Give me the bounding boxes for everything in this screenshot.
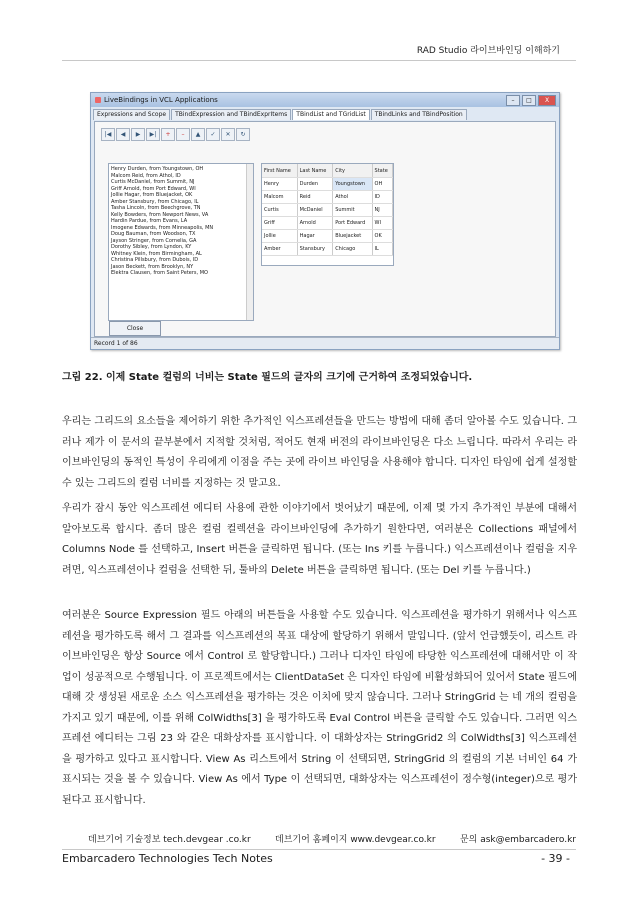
tab-panel — [94, 121, 556, 337]
list-item[interactable]: Imogene Edwards, from Minneapolis, MN — [111, 224, 214, 231]
paragraph: 우리가 잠시 동안 익스프레션 에디터 사용에 관한 이야기에서 벗어났기 때문에, 이제 몇 가지 추가적인 부분에 대해서 알아보도록 합시다. 좀더 많은 컬럼 컬렉션을 라이브바인딩에 추가하기 원한다면, 여러분은 Collections 패널에서 Columns Node 를 선택하고, Insert 버튼을 클릭하면 됩니다. (또는 Ins 키를 누릅니다.) 익스프레션이나 컬럼을 지우려면, 익스프레션이나 컬럼을 선택한 뒤, 툴바의 Delete 버튼을 클릭하면 됩니다. (또는 Del 키를 누릅니다.) — [62, 503, 577, 576]
tab-bind-expression[interactable]: TBindExpression and TBindExprItems — [171, 109, 291, 120]
last-record-icon[interactable]: ▶| — [146, 128, 160, 141]
list-item[interactable]: Curtis McDaniel, from Summit, NJ — [111, 179, 195, 185]
embedded-screenshot — [90, 92, 560, 350]
grid-cell[interactable]: Chicago — [333, 243, 372, 256]
footer-contact-link[interactable]: 문의 ask@embarcadero.kr — [459, 835, 576, 845]
grid-cell[interactable]: WI — [372, 217, 392, 230]
tab-expressions-scope[interactable]: Expressions and Scope — [93, 109, 170, 120]
grid-cell[interactable]: OH — [372, 178, 392, 191]
grid-cell[interactable]: Athol — [333, 191, 372, 204]
minimize-icon[interactable]: – — [506, 95, 520, 106]
paragraph: 우리는 그리드의 요소들을 제어하기 위한 추가적인 익스프레션들을 만드는 방법에 대해 좀더 알아볼 수도 있습니다. 그러나 제가 이 문서의 끝부분에서 지적할 것처럼, 적어도 현재 버전의 라이브바인딩은 다소 느립니다. 따라서 우리는 라이브바인딩의 동적인 특성이 우리에게 이점을 주는 곳에 라이브 바인딩을 사용해야 합니다. 디자인 타임에 쉽게 설정할 수 있는 그리드의 컬럼 너비를 지정하는 것 말고요. — [62, 416, 577, 489]
page-number: - 39 - — [541, 852, 570, 865]
window-titlebar — [91, 93, 559, 107]
list-item[interactable]: Jollie Hagar, from Bluejacket, OK — [111, 192, 193, 198]
grid-cell[interactable]: OK — [372, 230, 392, 243]
figure-caption: 그림 22. 이제 State 컬럼의 너비는 State 필드의 글자의 크기에 근거하여 조정되었습니다. — [62, 372, 473, 383]
list-item[interactable]: Dorothy Sibley, from Lyndon, KY — [111, 244, 192, 250]
table-row[interactable] — [262, 204, 393, 217]
list-item[interactable]: Henry Durden, from Youngstown, OH — [111, 166, 204, 172]
list-item[interactable]: Malcom Reid, from Athol, ID — [111, 172, 181, 179]
next-record-icon[interactable]: ▶ — [131, 128, 145, 141]
grid-cell[interactable]: McDaniel — [297, 204, 333, 217]
status-bar: Record 1 of 86 — [91, 337, 559, 349]
tab-bind-links[interactable]: TBindLinks and TBindPosition — [371, 109, 467, 120]
list-item[interactable]: Jason Beckett, from Brooklyn, NY — [111, 263, 194, 270]
footer-links — [62, 832, 576, 845]
grid-header-cell: Last Name — [297, 164, 333, 178]
footer-home-link[interactable]: 데브기어 홈페이지 www.devgear.co.kr — [275, 835, 436, 845]
grid-cell[interactable]: Curtis — [262, 204, 297, 217]
names-listbox[interactable] — [108, 163, 254, 321]
tab-strip — [91, 107, 559, 120]
grid-header-cell: State — [372, 164, 392, 178]
insert-record-icon[interactable]: + — [161, 128, 175, 141]
list-item[interactable]: Hardin Pardue, from Evans, LA — [111, 218, 188, 224]
grid-cell[interactable]: Hagar — [297, 230, 333, 243]
close-button[interactable]: Close — [109, 321, 161, 336]
list-item[interactable]: Jayson Stringer, from Cornelia, GA — [111, 237, 197, 244]
paragraph: 여러분은 Source Expression 필드 아래의 버튼들을 사용할 수도 있습니다. 익스프레션을 평가하기 위해서나 익스프레션을 평가하도록 해서 그 결과를 익스프레션의 목표 대상에 할당하기 위해서 말입니다. (앞서 언급했듯이, 리스트 라이브바인딩은 항상 Source 에서 Control 로 할당합니다.) 그러나 디자인 타임에 타당한 익스프레션에 대해서만 이 작업이 성공적으로 수행됩니다. 이 프로젝트에서는 ClientDataSet 은 디자인 타임에 비활성화되어 있어서 State 필드에 대해 갓 생성된 새로운 소스 익스프레션을 평가하는 것은 이치에 맞지 않습니다. 그러나 StringGrid 는 네 개의 컬럼을 가지고 있기 때문에, 이를 위해 ColWidths[3] 을 평가하도록 Eval Control 버튼을 클릭할 수도 있습니다. 그러면 익스프레션 에디터는 그림 23 와 같은 대화상자를 표시합니다. 이 대화상자는 StringGrid2 의 ColWidths[3] 익스프레션을 평가하고 있다고 표시합니다. View As 리스트에서 String 이 선택되면, StringGrid 의 컬럼의 기본 너비인 64 가 표시되는 것을 볼 수 있습니다. View As 에서 Type 이 선택되면, 대화상자는 익스프레션이 정수형(integer)으로 평가된다고 표시합니다. — [62, 610, 577, 806]
grid-cell[interactable]: Port Edward — [333, 217, 372, 230]
grid-header-cell: First Name — [262, 164, 297, 178]
grid-cell[interactable]: ID — [372, 191, 392, 204]
grid-cell[interactable]: NJ — [372, 204, 392, 217]
grid-cell[interactable]: Durden — [297, 178, 333, 191]
grid-cell[interactable]: Henry — [262, 178, 297, 191]
list-item[interactable]: Whitney Klein, from Birmingham, AL — [111, 250, 202, 257]
list-item[interactable]: Amber Stansbury, from Chicago, IL — [111, 198, 199, 205]
app-icon — [95, 97, 101, 103]
grid-header-cell: City — [333, 164, 372, 178]
grid-cell[interactable]: Arnold — [297, 217, 333, 230]
string-grid[interactable] — [261, 163, 394, 266]
grid-cell[interactable]: Youngstown — [333, 178, 372, 191]
first-record-icon[interactable]: |◀ — [101, 128, 115, 141]
edit-record-icon[interactable]: ▲ — [191, 128, 205, 141]
grid-cell[interactable]: Bluejacket — [333, 230, 372, 243]
list-item[interactable]: Tasha Lincoln, from Beechgrove, TN — [111, 205, 201, 211]
list-item[interactable]: Christina Pillsbury, from Dubois, ID — [111, 257, 199, 263]
table-row[interactable] — [262, 243, 393, 256]
refresh-icon[interactable]: ↻ — [236, 128, 250, 141]
grid-cell[interactable]: Griff — [262, 217, 297, 230]
post-record-icon[interactable]: ✓ — [206, 128, 220, 141]
cancel-record-icon[interactable]: ✕ — [221, 128, 235, 141]
table-row[interactable] — [262, 230, 393, 243]
window-title: LiveBindings in VCL Applications — [104, 96, 218, 104]
listbox-scrollbar[interactable] — [246, 164, 253, 320]
db-navigator — [101, 128, 250, 141]
window-controls — [506, 95, 556, 106]
prior-record-icon[interactable]: ◀ — [116, 128, 130, 141]
list-item[interactable]: Griff Arnold, from Port Edward, WI — [111, 185, 196, 192]
maximize-icon[interactable]: □ — [522, 95, 536, 106]
grid-cell[interactable]: Stansbury — [297, 243, 333, 256]
list-item[interactable]: Doug Bauman, from Woodson, TX — [111, 231, 196, 237]
list-item[interactable]: Elektra Clausen, from Saint Peters, MO — [111, 270, 208, 276]
header-title: RAD Studio 라이브바인딩 이해하기 — [416, 46, 560, 56]
grid-header-row — [262, 164, 393, 178]
table-row[interactable] — [262, 191, 393, 204]
grid-cell[interactable]: Amber — [262, 243, 297, 256]
grid-cell[interactable]: IL — [372, 243, 392, 256]
table-row[interactable] — [262, 178, 393, 191]
tab-bind-list[interactable]: TBindList and TGridList — [292, 109, 369, 120]
close-icon[interactable]: X — [538, 95, 556, 106]
table-row[interactable] — [262, 217, 393, 230]
list-item[interactable]: Kelly Bowders, from Newport News, VA — [111, 211, 209, 218]
footer-tech-link[interactable]: 데브기어 기술정보 tech.devgear .co.kr — [88, 835, 251, 845]
footer-divider — [62, 849, 576, 850]
header-divider — [62, 60, 576, 61]
delete-record-icon[interactable]: – — [176, 128, 190, 141]
grid-cell[interactable]: Malcom — [262, 191, 297, 204]
grid-cell[interactable]: Reid — [297, 191, 333, 204]
footer-company: Embarcadero Technologies Tech Notes — [62, 852, 273, 865]
grid-cell[interactable]: Summit — [333, 204, 372, 217]
grid-cell[interactable]: Jollie — [262, 230, 297, 243]
